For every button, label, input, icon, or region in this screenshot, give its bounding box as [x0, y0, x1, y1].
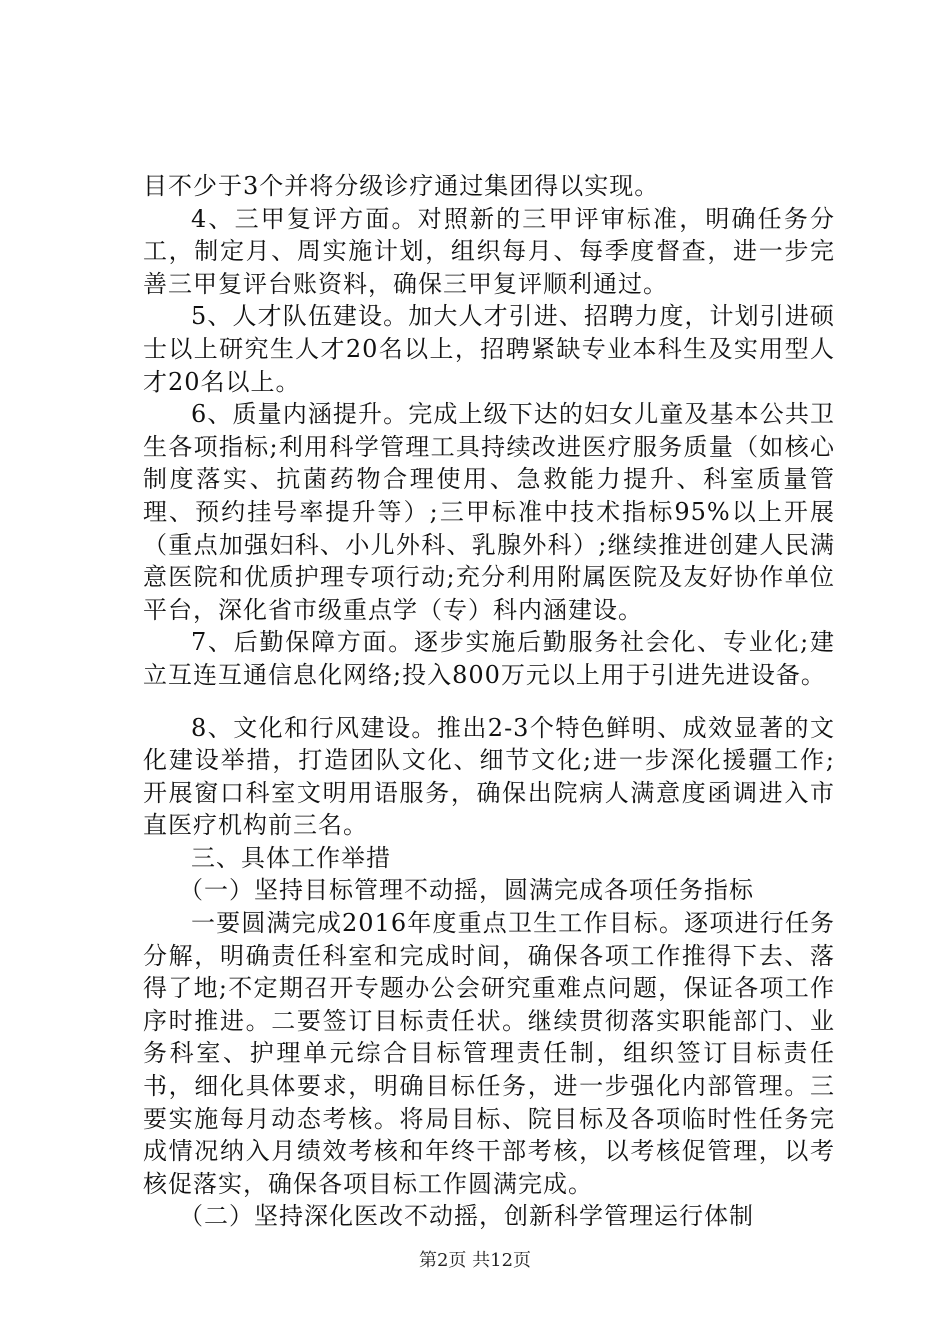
paragraph-continuation: 目不少于3个并将分级诊疗通过集团得以实现。 — [143, 172, 660, 200]
paragraph-item-5: 5、人才队伍建设。加大人才引进、招聘力度，计划引进硕士以上研究生人才20名以上，招聘紧缺专业本科生及实用型人才20名以上。 — [143, 302, 835, 396]
paragraph-item-8: 8、文化和行风建设。推出2-3个特色鲜明、成效显著的文化建设举措，打造团队文化、细节文化;进一步深化援疆工作;开展窗口科室文明用语服务，确保出院病人满意度函调进入市直医疗机构前三名。 — [143, 713, 835, 840]
subsection-heading-2: （二）坚持深化医改不动摇，创新科学管理运行体制 — [179, 1202, 754, 1231]
paragraph-item-6: 6、质量内涵提升。完成上级下达的妇女儿童及基本公共卫生各项指标;利用科学管理工具持续改进医疗服务质量（如核心制度落实、抗菌药物合理使用、急救能力提升、科室质量管理、预约挂号率提升等）;三甲标准中技术指标95%以上开展（重点加强妇科、小儿外科、乳腺外科）;继续推进创建人民满意医院和优质护理专项行动;充分利用附属医院及友好协作单位平台，深化省市级重点学（专）科内涵建设。 — [143, 400, 835, 624]
subsection-heading-1: （一）坚持目标管理不动摇，圆满完成各项任务指标 — [179, 876, 754, 905]
paragraph-item-7: 7、后勤保障方面。逐步实施后勤服务社会化、专业化;建立互连互通信息化网络;投入800万元以上用于引进先进设备。 — [143, 628, 835, 689]
page-footer: 第2页 共12页 — [418, 1250, 532, 1271]
section-heading-3: 三、具体工作举措 — [191, 843, 391, 872]
document-body — [143, 170, 835, 1233]
paragraph-targets: 一要圆满完成2016年度重点卫生工作目标。逐项进行任务分解，明确责任科室和完成时间，确保各项工作推得下去、落得了地;不定期召开专题办公会研究重难点问题，保证各项工作序时推进。二要签订目标责任状。继续贯彻落实职能部门、业务科室、护理单元综合目标管理责任制，组织签订目标责任书，细化具体要求，明确目标任务，进一步强化内部管理。三要实施每月动态考核。将局目标、院目标及各项临时性任务完成情况纳入月绩效考核和年终干部考核，以考核促管理，以考核促落实，确保各项目标工作圆满完成。 — [143, 909, 835, 1198]
paragraph-item-4: 4、三甲复评方面。对照新的三甲评审标准，明确任务分工，制定月、周实施计划，组织每月、每季度督查，进一步完善三甲复评台账资料，确保三甲复评顺利通过。 — [143, 204, 835, 298]
